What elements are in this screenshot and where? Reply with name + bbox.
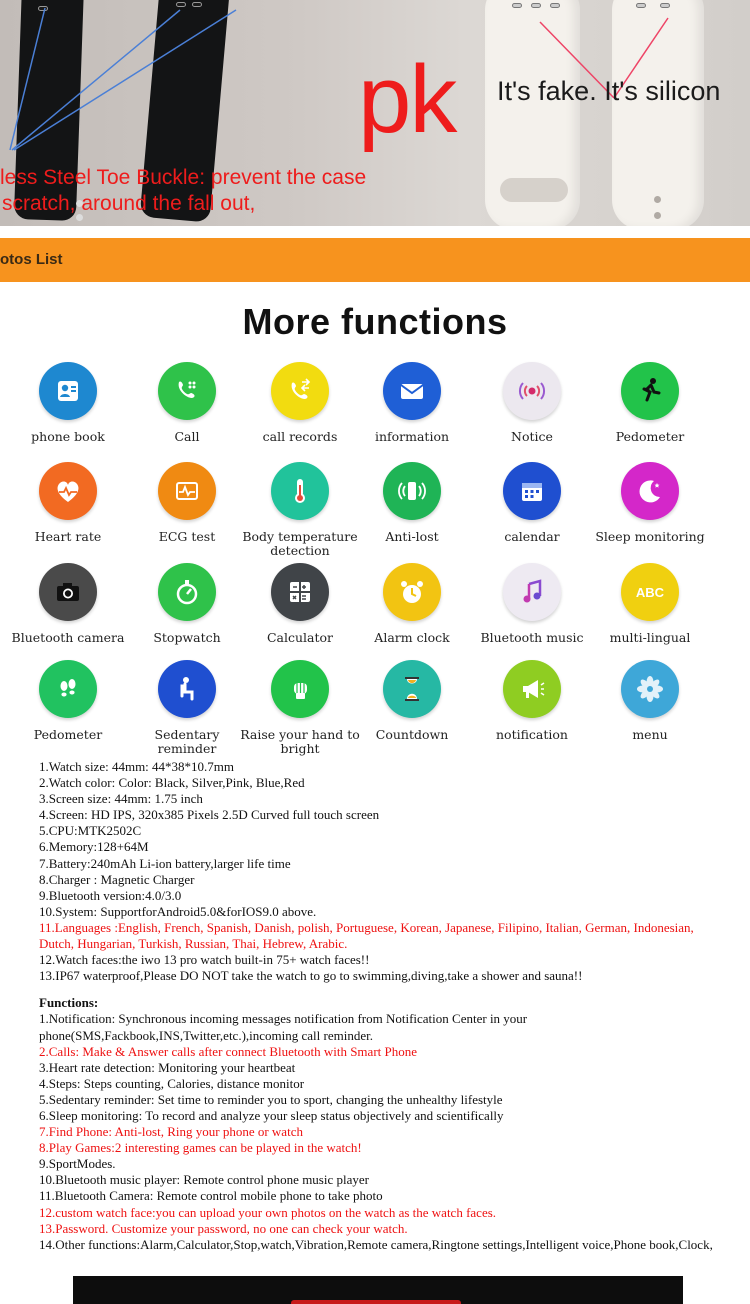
function-detail-line: 13.Password. Customize your password, no one can check your watch. bbox=[39, 1220, 408, 1236]
spec-list bbox=[39, 759, 729, 984]
music-note-icon bbox=[503, 563, 561, 621]
function-detail-line: 1.Notification: Synchronous incoming messages notification from Notification Center in your phone(SMS,Fackbook,INS,Twitter,etc.),incoming call reminder. bbox=[39, 1011, 528, 1043]
function-label: Call bbox=[174, 429, 200, 444]
function-detail-line: 12.custom watch face:you can upload your own photos on the watch as the watch faces. bbox=[39, 1204, 497, 1220]
spec-line: 3.Screen size: 44mm: 1.75 inch bbox=[39, 791, 203, 807]
function-label: Raise your hand to bright bbox=[240, 727, 360, 756]
function-item bbox=[472, 563, 592, 645]
sitting-person-icon bbox=[158, 660, 216, 718]
function-label: Sedentary reminder bbox=[154, 727, 220, 756]
function-label: Bluetooth music bbox=[480, 630, 584, 645]
more-functions-title: More functions bbox=[242, 301, 508, 342]
function-label: menu bbox=[632, 727, 668, 742]
raised-fist-icon bbox=[271, 660, 329, 718]
function-item bbox=[352, 563, 472, 645]
function-label: information bbox=[374, 429, 450, 444]
function-item bbox=[240, 462, 360, 558]
function-item bbox=[127, 362, 247, 444]
spec-line: 13.IP67 waterproof,Please DO NOT take the watch to go to swimming,diving,take a shower and sauna!! bbox=[39, 968, 583, 984]
function-label: Pedometer bbox=[33, 727, 103, 742]
function-detail-line: 2.Calls: Make & Answer calls after connect Bluetooth with Smart Phone bbox=[39, 1043, 418, 1059]
function-detail-line: 11.Bluetooth Camera: Remote control mobile phone to take photo bbox=[39, 1188, 383, 1204]
alarm-clock-icon bbox=[383, 563, 441, 621]
function-label: Body temperature detection bbox=[242, 529, 358, 558]
spec-line: 1.Watch size: 44mm: 44*38*10.7mm bbox=[39, 759, 235, 774]
function-detail-line: 14.Other functions:Alarm,Calculator,Stop,watch,Vibration,Remote camera,Ringtone settings,Intelligent voice,Phone book,Clock, bbox=[39, 1236, 713, 1252]
fake-silicon-label: It's fake. It's silicon bbox=[497, 76, 721, 106]
function-item bbox=[127, 660, 247, 756]
vibration-icon bbox=[503, 362, 561, 420]
function-item bbox=[590, 660, 710, 742]
spec-line: 7.Battery:240mAh Li-ion battery,larger life time bbox=[39, 855, 291, 871]
function-label: Heart rate bbox=[34, 529, 102, 544]
spec-line: 8.Charger : Magnetic Charger bbox=[39, 871, 195, 887]
function-detail-line: 10.Bluetooth music player: Remote control phone music player bbox=[39, 1172, 369, 1188]
moon-icon bbox=[621, 462, 679, 520]
function-label: calendar bbox=[504, 529, 560, 544]
spec-line: 5.CPU:MTK2502C bbox=[39, 823, 142, 839]
stopwatch-icon bbox=[158, 563, 216, 621]
function-item bbox=[127, 462, 247, 544]
ecg-icon bbox=[158, 462, 216, 520]
spec-line: 9.Bluetooth version:4.0/3.0 bbox=[39, 887, 182, 903]
phone-signal-icon bbox=[383, 462, 441, 520]
function-label: Pedometer bbox=[615, 429, 685, 444]
comparison-banner bbox=[0, 0, 750, 226]
envelope-icon bbox=[383, 362, 441, 420]
contact-card-icon bbox=[39, 362, 97, 420]
pk-label: pk bbox=[358, 46, 456, 153]
function-item bbox=[8, 462, 128, 544]
spec-line: 6.Memory:128+64M bbox=[39, 839, 149, 855]
functions-heading: Functions: bbox=[39, 995, 99, 1011]
camera-icon bbox=[39, 563, 97, 621]
function-item bbox=[8, 362, 128, 444]
function-label: Alarm clock bbox=[374, 630, 450, 645]
function-item bbox=[352, 660, 472, 742]
function-label: multi-lingual bbox=[609, 630, 691, 645]
bottom-red-tab bbox=[291, 1300, 461, 1304]
heart-pulse-icon bbox=[39, 462, 97, 520]
function-item bbox=[472, 362, 592, 444]
photos-list-bar[interactable] bbox=[0, 238, 750, 282]
function-label: Countdown bbox=[375, 727, 449, 742]
function-item bbox=[472, 660, 592, 742]
calculator-icon bbox=[271, 563, 329, 621]
hourglass-icon bbox=[383, 660, 441, 718]
spec-line: 11.Languages :English, French, Spanish, Danish, polish, Portuguese, Korean, Japanese, Filipino, Italian, German, Indonesian, Dutch, Hungarian, Turkish, Russian, Thai, Hebrew, Arabic. bbox=[39, 919, 694, 952]
buckle-caption-line2: scratch, around the fall out, bbox=[2, 192, 256, 215]
megaphone-icon bbox=[503, 660, 561, 718]
footprints-icon bbox=[39, 660, 97, 718]
function-item bbox=[240, 660, 360, 756]
function-item bbox=[8, 563, 128, 645]
function-item bbox=[352, 462, 472, 544]
function-item bbox=[240, 362, 360, 444]
photos-list-label: otos List bbox=[0, 251, 63, 268]
function-item bbox=[240, 563, 360, 645]
spec-line: 10.System: SupportforAndroid5.0&forIOS9.0 above. bbox=[39, 903, 317, 919]
svg-text:ABC: ABC bbox=[635, 585, 665, 600]
flower-menu-icon bbox=[621, 660, 679, 718]
function-item bbox=[127, 563, 247, 645]
function-item bbox=[472, 462, 592, 544]
function-detail-line: 7.Find Phone: Anti-lost, Ring your phone or watch bbox=[39, 1124, 303, 1140]
runner-icon bbox=[621, 362, 679, 420]
bottom-image-block bbox=[73, 1276, 683, 1304]
function-label: notification bbox=[496, 727, 568, 742]
call-log-icon bbox=[271, 362, 329, 420]
function-detail-line: 6.Sleep monitoring: To record and analyze your sleep status objectively and scientifically bbox=[39, 1107, 504, 1123]
spec-line: 4.Screen: HD IPS, 320x385 Pixels 2.5D Curved full touch screen bbox=[39, 807, 380, 823]
function-label: Calculator bbox=[266, 630, 334, 645]
function-item bbox=[590, 462, 710, 544]
function-detail-line: 5.Sedentary reminder: Set time to reminder you to sport, changing the unhealthy lifestyle bbox=[39, 1091, 503, 1107]
calendar-icon bbox=[503, 462, 561, 520]
abc-icon bbox=[621, 563, 679, 621]
function-label: Stopwatch bbox=[153, 630, 221, 645]
spec-line: 12.Watch faces:the iwo 13 pro watch built-in 75+ watch faces!! bbox=[39, 952, 370, 968]
function-detail-line: 8.Play Games:2 interesting games can be played in the watch! bbox=[39, 1140, 362, 1156]
function-label: phone book bbox=[31, 429, 105, 444]
function-item bbox=[590, 563, 710, 645]
function-label: ECG test bbox=[158, 529, 216, 544]
function-detail-line: 9.SportModes. bbox=[39, 1156, 116, 1172]
spec-line: 2.Watch color: Color: Black, Silver,Pink, Blue,Red bbox=[39, 775, 305, 791]
phone-dialpad-icon bbox=[158, 362, 216, 420]
function-item bbox=[8, 660, 128, 742]
function-label: Anti-lost bbox=[385, 529, 439, 544]
function-label: Sleep monitoring bbox=[595, 529, 705, 544]
thermometer-icon bbox=[271, 462, 329, 520]
function-detail-list bbox=[39, 1011, 729, 1252]
function-label: Bluetooth camera bbox=[11, 630, 125, 645]
buckle-caption-line1: less Steel Toe Buckle: prevent the case bbox=[0, 166, 367, 189]
function-item bbox=[590, 362, 710, 444]
specifications-text bbox=[39, 759, 729, 1253]
function-label: call records bbox=[262, 429, 338, 444]
function-label: Notice bbox=[511, 429, 553, 444]
function-item bbox=[352, 362, 472, 444]
function-detail-line: 3.Heart rate detection: Monitoring your heartbeat bbox=[39, 1059, 296, 1075]
function-detail-line: 4.Steps: Steps counting, Calories, distance monitor bbox=[39, 1075, 305, 1091]
